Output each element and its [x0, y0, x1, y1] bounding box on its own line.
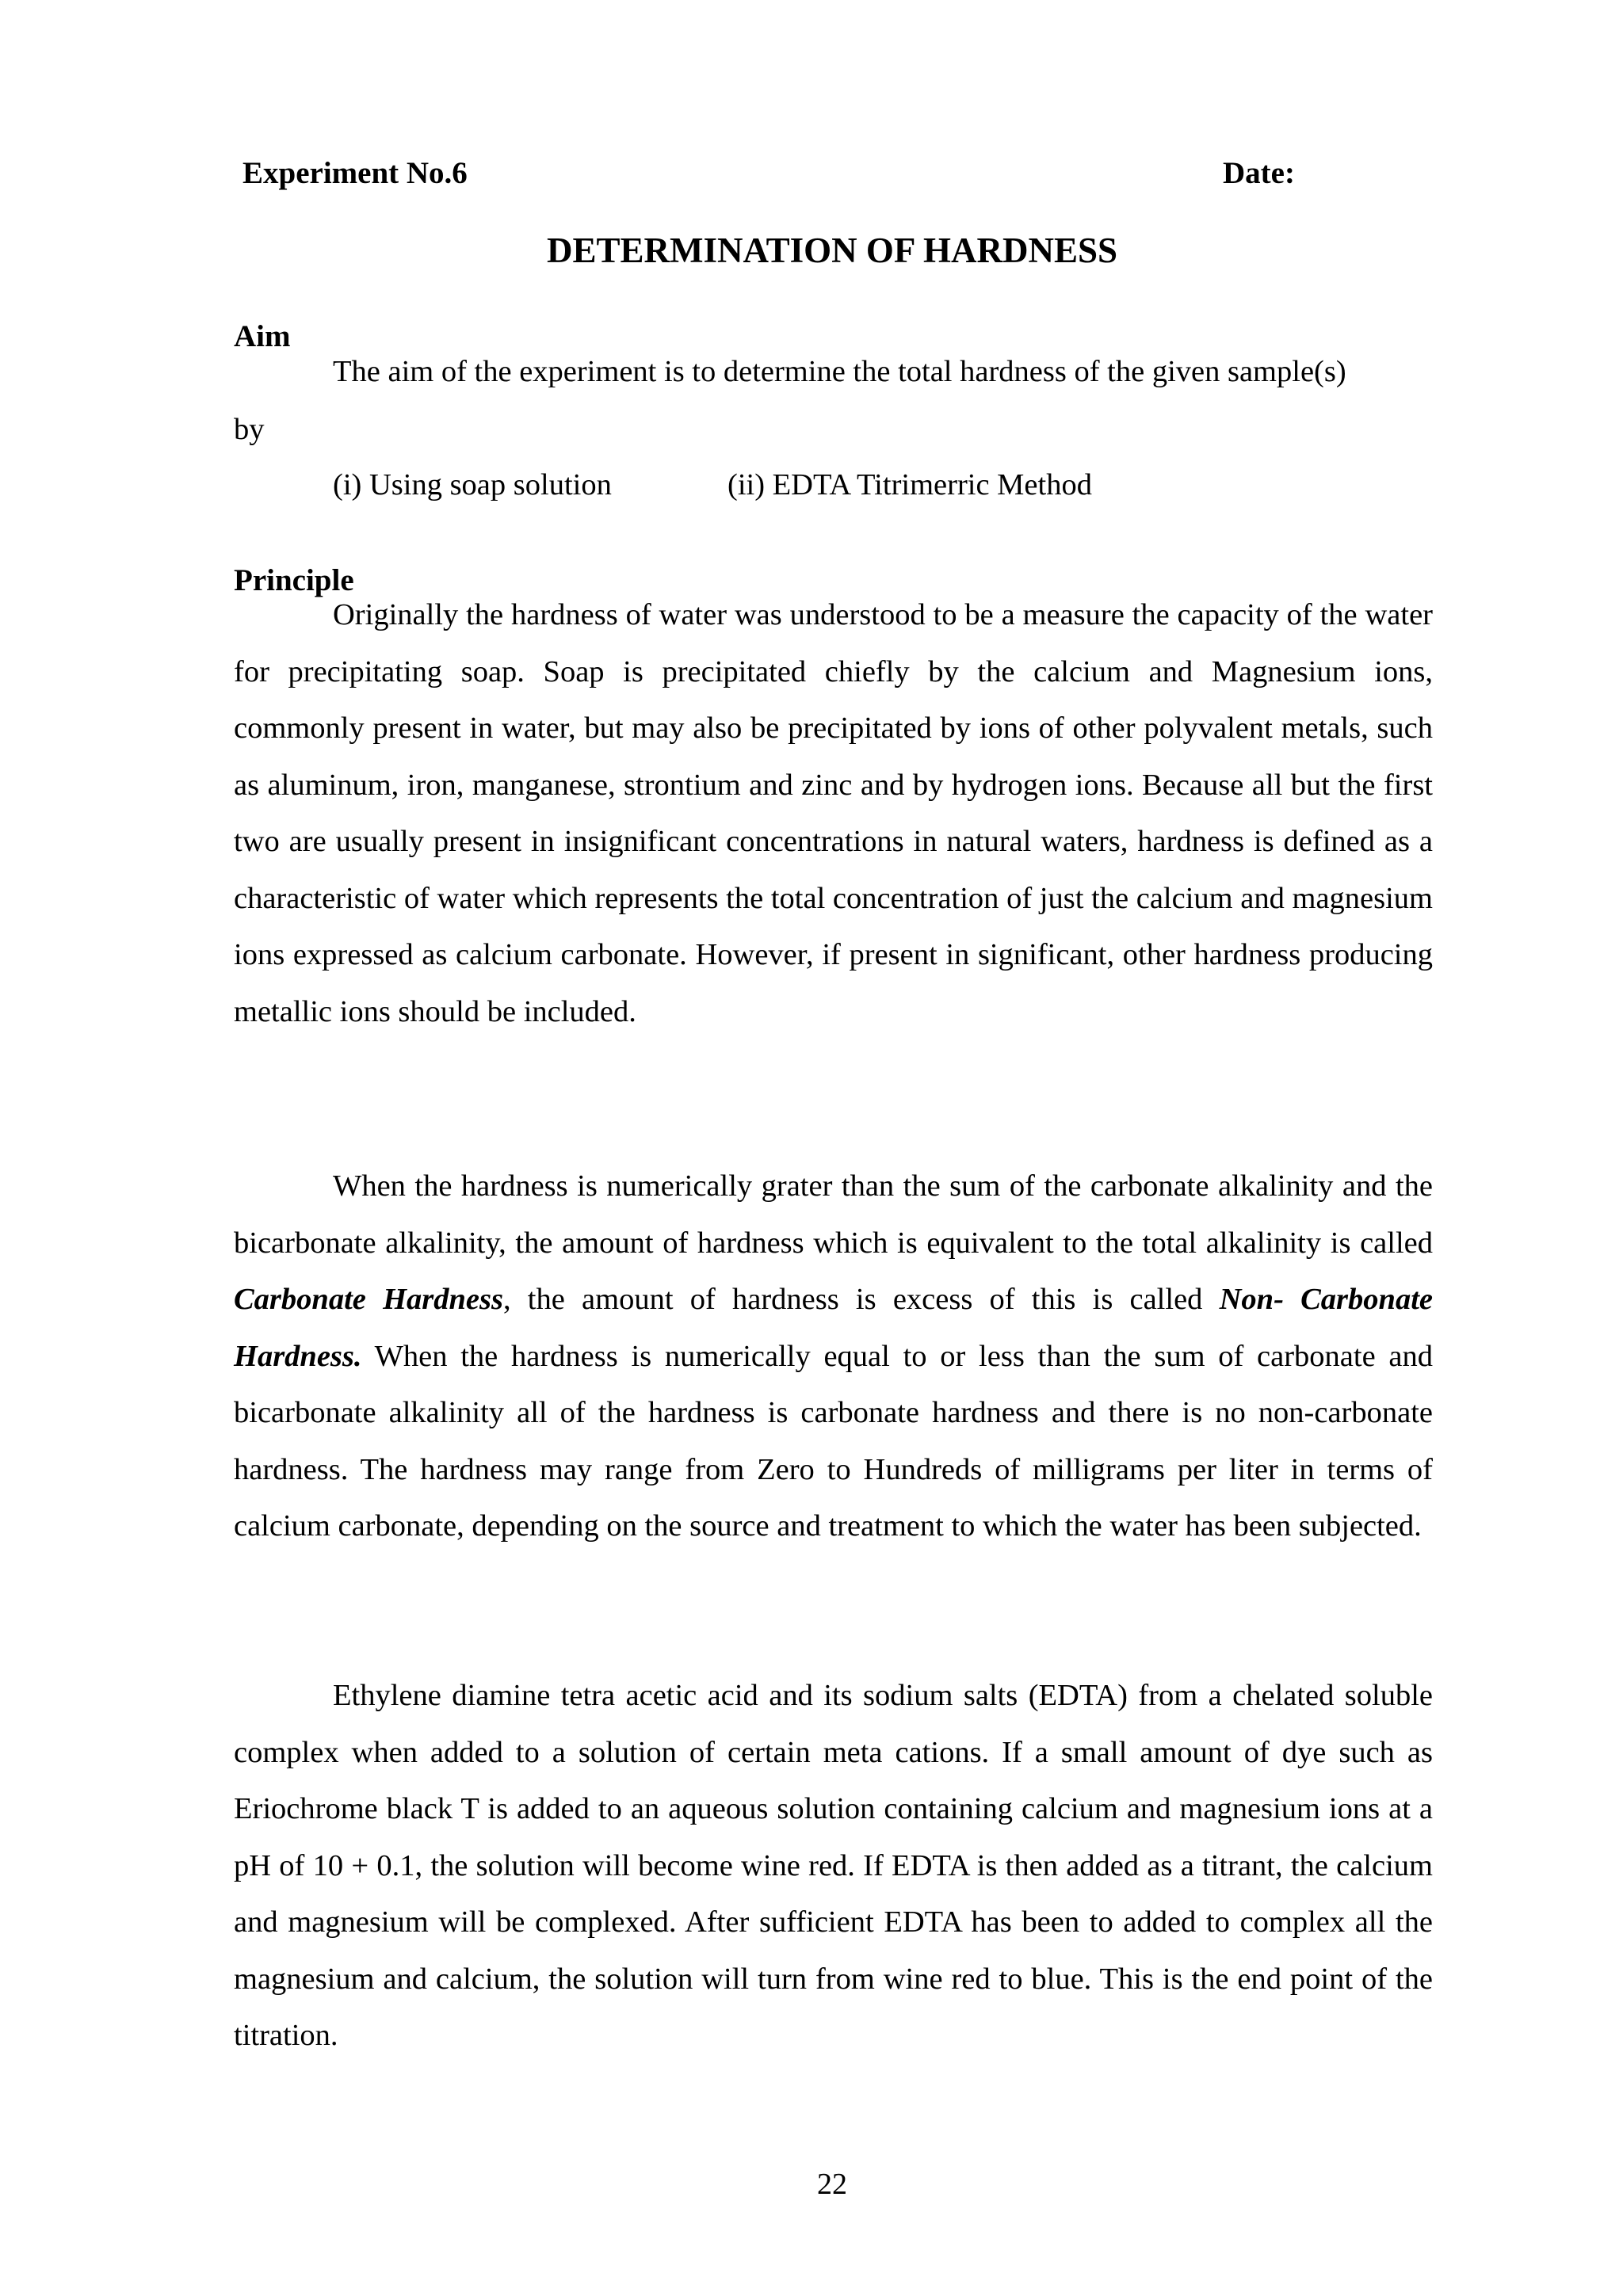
page-title: DETERMINATION OF HARDNESS [546, 231, 1118, 270]
experiment-number: Experiment No.6 [242, 156, 468, 190]
date-label: Date: [1223, 156, 1295, 190]
aim-method-2: (ii) EDTA Titrimerric Method [727, 468, 1092, 502]
aim-text-line1: The aim of the experiment is to determine the total hardness of the given sample(s) [333, 355, 1346, 388]
principle-paragraph-2-text-b: , the amount of hardness is excess of this is called [502, 1283, 1220, 1316]
principle-paragraph-2-text-c: When the hardness is numerically equal to or less than the sum of carbonate and bicarbonate alkalinity all of the hardness is carbonate hardness and there is no non-carbonate hardness. The hardness may range from Zero to Hundreds of milligrams per liter in terms of calcium carbonate, depending on the source and treatment to which the water has been subjected. [234, 1339, 1433, 1543]
principle-paragraph-1 [234, 587, 1433, 1040]
non-carbonate-hardness-term: Non- Carbonate Hardness. [234, 1283, 1433, 1373]
principle-paragraph-1-text: Originally the hardness of water was understood to be a measure the capacity of the water for precipitating soap. Soap is precipitated chiefly by the calcium and Magnesium ions, commonly present in water, but may also be precipitated by ions of other polyvalent metals, such as aluminum, iron, manganese, strontium and zinc and by hydrogen ions. Because all but the first two are usually present in insignificant concentrations in natural waters, hardness is defined as a characteristic of water which represents the total concentration of just the calcium and magnesium ions expressed as calcium carbonate. However, if present in significant, other hardness producing metallic ions should be included. [234, 598, 1433, 1028]
principle-paragraph-3 [234, 1668, 1433, 2065]
principle-paragraph-2 [234, 1158, 1433, 1555]
aim-method-1: (i) Using soap solution [333, 468, 612, 502]
page-number: 22 [817, 2168, 847, 2201]
carbonate-hardness-term: Carbonate Hardness [234, 1283, 503, 1316]
aim-heading: Aim [234, 319, 291, 353]
principle-heading: Principle [234, 563, 354, 597]
principle-paragraph-2-text-a: When the hardness is numerically grater than the sum of the carbonate alkalinity and the bicarbonate alkalinity, the amount of hardness which is equivalent to the total alkalinity is called [234, 1169, 1433, 1260]
aim-text-line2: by [234, 413, 265, 446]
principle-paragraph-3-text: Ethylene diamine tetra acetic acid and its sodium salts (EDTA) from a chelated soluble complex when added to a solution of certain meta cations. If a small amount of dye such as Eriochrome black T is added to an aqueous solution containing calcium and magnesium ions at a pH of 10 + 0.1, the solution will become wine red. If EDTA is then added as a titrant, the calcium and magnesium will be complexed. After sufficient EDTA has been to added to complex all the magnesium and calcium, the solution will turn from wine red to blue. This is the end point of the titration. [234, 1679, 1433, 2052]
